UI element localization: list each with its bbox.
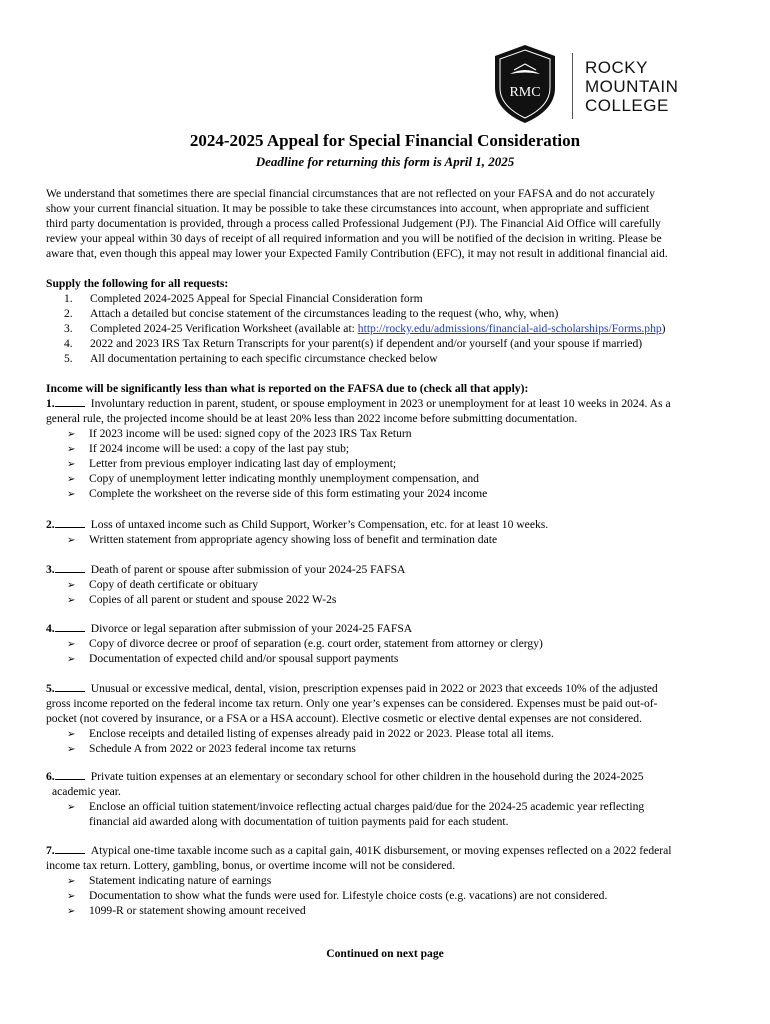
item-number: 5. xyxy=(64,352,73,365)
bullet-item xyxy=(67,486,487,502)
section-text: Atypical one-time taxable income such as a capital gain, 401K disbursement, or moving expenses reflected on a 2022 federal xyxy=(90,844,672,857)
checkbox-blank-5[interactable] xyxy=(55,682,85,692)
section-text: Loss of untaxed income such as Child Support, Worker’s Compensation, etc. for at least 10 weeks. xyxy=(90,518,549,531)
item-number: 2. xyxy=(64,307,73,320)
bullet-item xyxy=(67,741,356,757)
bullet-text: If 2023 income will be used: signed copy of the 2023 IRS Tax Return xyxy=(89,427,412,440)
bullet-text: If 2024 income will be used: a copy of the last pay stub; xyxy=(89,442,350,455)
bullet-item xyxy=(67,651,398,667)
section-text: Private tuition expenses at an elementary or secondary school for other children in the household during the 2024-2025 xyxy=(90,770,644,783)
arrow-bullet-icon: ➢ xyxy=(67,595,76,606)
item-text: 2022 and 2023 IRS Tax Return Transcripts for your parent(s) if dependent and/or yourself (and your spouse if married) xyxy=(90,337,643,350)
college-name-line: ROCKY xyxy=(585,58,648,77)
arrow-bullet-icon: ➢ xyxy=(67,459,76,470)
bullet-text: Letter from previous employer indicating last day of employment; xyxy=(89,457,397,470)
college-name xyxy=(585,58,678,115)
supply-heading: Supply the following for all requests: xyxy=(46,277,229,290)
section-4-header xyxy=(46,621,412,636)
bullet-continuation: financial aid awarded along with documentation of tuition payments paid for each student. xyxy=(89,815,509,828)
bullet-text: Enclose receipts and detailed listing of expenses already paid in 2022 or 2023. Please total all items. xyxy=(89,727,554,740)
bullet-text: Statement indicating nature of earnings xyxy=(89,874,272,887)
section-2-header xyxy=(46,517,548,532)
section-5-header xyxy=(46,681,658,696)
bullet-item xyxy=(67,903,306,919)
arrow-bullet-icon: ➢ xyxy=(67,489,76,500)
bullet-item xyxy=(67,426,412,442)
section-3-header xyxy=(46,562,405,577)
arrow-bullet-icon: ➢ xyxy=(67,639,76,650)
section-number: 5. xyxy=(46,682,55,695)
item-number: 4. xyxy=(64,337,73,350)
item-number: 1. xyxy=(64,292,73,305)
arrow-bullet-icon: ➢ xyxy=(67,802,76,813)
rmc-shield-logo xyxy=(494,44,556,124)
section-7-header xyxy=(46,843,671,858)
supply-item xyxy=(64,336,642,351)
bullet-text: Copy of unemployment letter indicating monthly unemployment compensation, and xyxy=(89,472,479,485)
logo-divider xyxy=(572,53,573,119)
arrow-bullet-icon: ➢ xyxy=(67,474,76,485)
form-title: 2024-2025 Appeal for Special Financial Consideration xyxy=(189,131,581,150)
arrow-bullet-icon: ➢ xyxy=(67,429,76,440)
section-text: Divorce or legal separation after submission of your 2024-25 FAFSA xyxy=(90,622,413,635)
intro-line: third party documentation is provided, through a process called Professional Judgement (PJ). The Financial Aid Office will carefully xyxy=(46,217,661,230)
bullet-item xyxy=(67,726,554,742)
bullet-text: Documentation of expected child and/or spousal support payments xyxy=(89,652,399,665)
checkbox-blank-2[interactable] xyxy=(55,518,85,528)
section-number: 2. xyxy=(46,518,55,531)
section-text: Involuntary reduction in parent, student, or spouse employment in 2023 or unemployment for at least 10 weeks in 2024. As a xyxy=(90,397,671,410)
bullet-text: Written statement from appropriate agency showing loss of benefit and termination date xyxy=(89,533,498,546)
item-text: Completed 2024-25 Verification Worksheet (available at: xyxy=(90,322,358,335)
arrow-bullet-icon: ➢ xyxy=(67,535,76,546)
checkbox-blank-4[interactable] xyxy=(55,622,85,632)
bullet-item xyxy=(67,532,497,548)
arrow-bullet-icon: ➢ xyxy=(67,580,76,591)
item-text: Completed 2024-2025 Appeal for Special Financial Consideration form xyxy=(90,292,423,305)
section-1-header xyxy=(46,396,671,411)
deadline-subtitle: Deadline for returning this form is April 1, 2025 xyxy=(255,154,515,169)
item-text-after: ) xyxy=(661,322,666,335)
bullet-text: Enclose an official tuition statement/invoice reflecting actual charges paid/due for the 2024-25 academic year reflecting xyxy=(89,800,645,813)
section-number: 6. xyxy=(46,770,55,783)
item-text: All documentation pertaining to each specific circumstance checked below xyxy=(90,352,438,365)
arrow-bullet-icon: ➢ xyxy=(67,444,76,455)
intro-line: review your appeal within 30 days of receipt of all required information and you will be notified of the decision in writing. Please be xyxy=(46,232,662,245)
checkbox-blank-7[interactable] xyxy=(55,844,85,854)
bullet-item xyxy=(67,873,271,889)
section-text: gross income reported on the federal income tax return. Only one year’s expenses can be considered. Expenses must be paid out-of- xyxy=(46,697,658,710)
arrow-bullet-icon: ➢ xyxy=(67,654,76,665)
section-number: 7. xyxy=(46,844,55,857)
bullet-item xyxy=(67,577,258,593)
section-text: pocket (not covered by insurance, or a FSA or a HSA account). Elective cosmetic or elective dental expenses are not considered. xyxy=(46,712,642,725)
checkbox-blank-1[interactable] xyxy=(55,397,85,407)
section-text: income tax return. Lottery, gambling, bonus, or overtime income will not be considered. xyxy=(46,859,456,872)
arrow-bullet-icon: ➢ xyxy=(67,744,76,755)
income-heading: Income will be significantly less than what is reported on the FAFSA due to (check all that apply): xyxy=(46,382,529,395)
intro-line: show your current financial situation. It may be possible to take these circumstances into account, when appropriate and sufficient xyxy=(46,202,650,215)
college-name-line: COLLEGE xyxy=(585,96,669,115)
section-number: 3. xyxy=(46,563,55,576)
section-text: general rule, the projected income should be at least 20% less than 2022 income before submitting documentation. xyxy=(46,412,578,425)
bullet-item xyxy=(67,592,336,608)
bullet-item xyxy=(67,441,349,457)
bullet-text: Documentation to show what the funds were used for. Lifestyle choice costs (e.g. vacations) are not considered. xyxy=(89,889,608,902)
bullet-text: Complete the worksheet on the reverse side of this form estimating your 2024 income xyxy=(89,487,488,500)
item-text: Attach a detailed but concise statement of the circumstances leading to the request (who, why, when) xyxy=(90,307,559,320)
forms-link[interactable]: http://rocky.edu/admissions/financial-aid-scholarships/Forms.php xyxy=(357,322,662,335)
bullet-text: Copy of divorce decree or proof of separation (e.g. court order, statement from attorney or clergy) xyxy=(89,637,543,650)
arrow-bullet-icon: ➢ xyxy=(67,729,76,740)
checkbox-blank-6[interactable] xyxy=(55,770,85,780)
section-text: academic year. xyxy=(52,785,121,798)
bullet-item xyxy=(67,636,543,652)
section-number: 1. xyxy=(46,397,55,410)
bullet-item xyxy=(67,799,644,815)
intro-line: We understand that sometimes there are special financial circumstances that are not reflected on your FAFSA and do not accurately xyxy=(46,187,655,200)
college-name-line: MOUNTAIN xyxy=(585,77,679,96)
section-text: Unusual or excessive medical, dental, vision, prescription expenses paid in 2022 or 2023 that exceeds 10% of the adjusted xyxy=(90,682,658,695)
section-6-header xyxy=(46,769,644,784)
intro-line: aware that, even though this appeal may lower your Expected Family Contribution (EFC), it may not result in additional financial aid. xyxy=(46,247,668,260)
bullet-item xyxy=(67,471,479,487)
bullet-item xyxy=(67,888,607,904)
bullet-item xyxy=(67,456,396,472)
arrow-bullet-icon: ➢ xyxy=(67,891,76,902)
bullet-text: Copy of death certificate or obituary xyxy=(89,578,259,591)
arrow-bullet-icon: ➢ xyxy=(67,906,76,917)
item-number: 3. xyxy=(64,322,73,335)
supply-item xyxy=(64,291,423,306)
supply-item xyxy=(64,321,666,336)
svg-text:RMC: RMC xyxy=(509,85,541,100)
supply-item xyxy=(64,306,558,321)
arrow-bullet-icon: ➢ xyxy=(67,876,76,887)
section-number: 4. xyxy=(46,622,55,635)
bullet-text: Copies of all parent or student and spouse 2022 W-2s xyxy=(89,593,337,606)
bullet-text: 1099-R or statement showing amount received xyxy=(89,904,306,917)
supply-item xyxy=(64,351,438,366)
bullet-text: Schedule A from 2022 or 2023 federal income tax returns xyxy=(89,742,356,755)
continued-note: Continued on next page xyxy=(326,947,444,960)
checkbox-blank-3[interactable] xyxy=(55,563,85,573)
section-text: Death of parent or spouse after submission of your 2024-25 FAFSA xyxy=(90,563,406,576)
